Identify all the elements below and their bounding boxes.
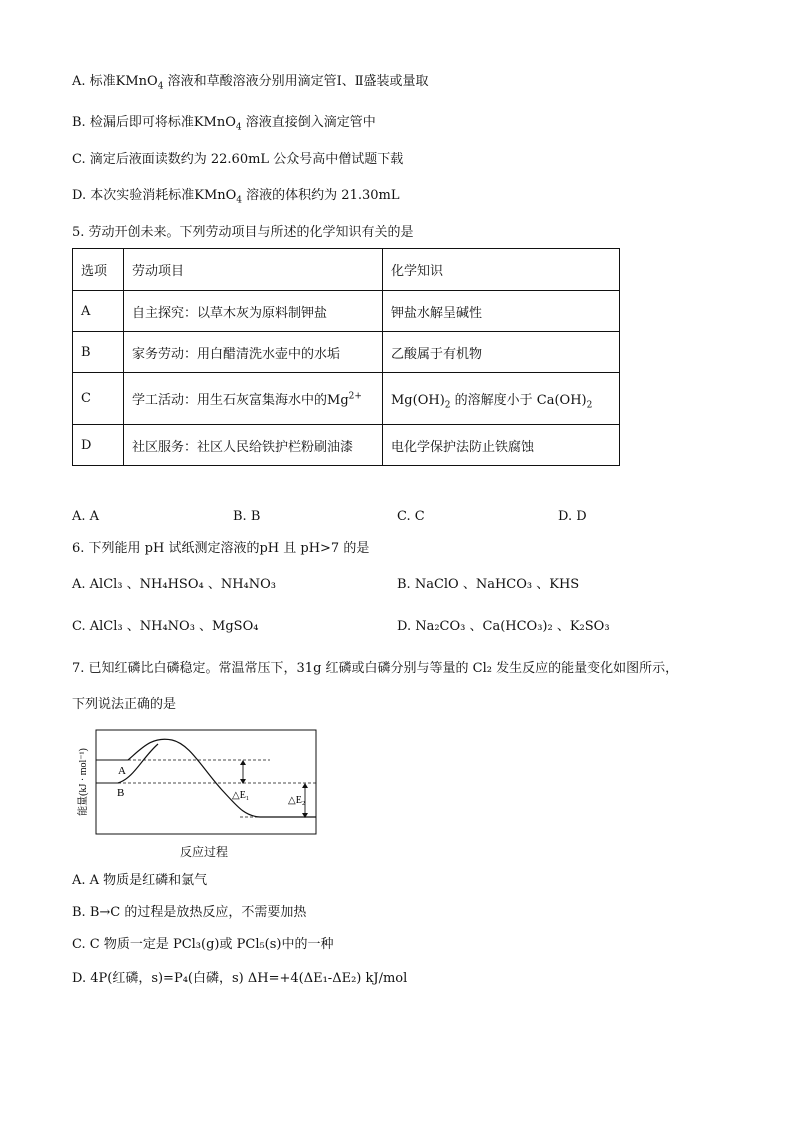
q7-option-b: B. B→C 的过程是放热反应，不需要加热: [72, 905, 307, 920]
table-cell-option: A: [73, 291, 124, 332]
q4-option-b-post: 溶液直接倒入滴定管中: [241, 115, 376, 130]
q4-option-d-formula: KMnO: [194, 188, 237, 203]
table-row: [73, 249, 620, 291]
table-cell-knowledge: [383, 373, 620, 425]
diagram-xlabel: 反应过程: [180, 845, 229, 859]
q4-option-b: [72, 114, 376, 132]
curve-from-b: [118, 744, 158, 783]
q6-option-c: C. AlCl₃ 、NH₄NO₃ 、MgSO₄: [72, 619, 259, 634]
q6-option-b: B. NaClO 、NaHCO₃ 、KHS: [397, 577, 580, 592]
mgoh2-formula: Mg(OH): [391, 393, 445, 408]
knowledge-mid-text: 的溶解度小于: [450, 393, 537, 408]
caoh2-formula: Ca(OH): [536, 393, 587, 408]
q5-choice-d: D. D: [558, 509, 587, 524]
mg-charge: 2+: [348, 391, 362, 402]
e1-arrow-head-top: [240, 760, 246, 765]
table-header-knowledge: 化学知识: [383, 249, 620, 291]
e2-arrow-head-top: [302, 783, 308, 788]
label-e2: △E₂: [288, 795, 306, 806]
q5-choice-c: C. C: [397, 509, 425, 524]
table-row: [73, 425, 620, 466]
q4-option-a-pre: A. 标准: [72, 74, 116, 89]
energy-diagram: [72, 728, 322, 840]
q6-option-d: D. Na₂CO₃ 、Ca(HCO₃)₂ 、K₂SO₃: [397, 619, 610, 634]
q4-option-b-formula: KMnO: [193, 115, 236, 130]
q5-table: [72, 248, 620, 466]
q4-option-b-pre: B. 检漏后即可将标准: [72, 115, 194, 130]
q6-stem: 6. 下列能用 pH 试纸测定溶液的pH 且 pH>7 的是: [72, 541, 370, 556]
mg-formula: Mg: [327, 393, 349, 408]
table-row: [73, 332, 620, 373]
q7-option-c: C. C 物质一定是 PCl₃(g)或 PCl₅(s)中的一种: [72, 937, 334, 952]
table-cell-option: C: [73, 373, 124, 425]
q5-choice-b: B. B: [233, 509, 261, 524]
table-cell-option: B: [73, 332, 124, 373]
q7-option-d: D. 4P(红磷，s)=P₄(白磷，s) ΔH=+4(ΔE₁-ΔE₂) kJ/mol: [72, 971, 408, 986]
caoh2-sub: 2: [586, 400, 593, 411]
q4-option-a-formula: KMnO: [115, 74, 158, 89]
table-row: [73, 291, 620, 332]
table-cell-item: 社区服务：社区人民给铁护栏粉刷油漆: [124, 425, 383, 466]
table-header-item: 劳动项目: [124, 249, 383, 291]
q4-option-d-post: 溶液的体积约为 21.30mL: [242, 188, 400, 203]
label-a: A: [118, 765, 126, 777]
table-cell-knowledge: 电化学保护法防止铁腐蚀: [383, 425, 620, 466]
q4-option-a-sub: 4: [157, 81, 164, 92]
q6-option-a: A. AlCl₃ 、NH₄HSO₄ 、NH₄NO₃: [72, 577, 276, 592]
q4-option-d-sub: 4: [236, 195, 243, 206]
q7-stem-line2: 下列说法正确的是: [72, 697, 177, 712]
table-cell-item: 家务劳动：用白醋清洗水壶中的水垢: [124, 332, 383, 373]
q4-option-b-sub: 4: [235, 122, 242, 133]
table-row: [73, 373, 620, 425]
table-cell-knowledge: 钾盐水解呈碱性: [383, 291, 620, 332]
q4-option-d: [72, 187, 399, 205]
diagram-ylabel: 能量(kJ · mol⁻¹): [78, 748, 89, 816]
q7-option-a: A. A 物质是红磷和氯气: [72, 873, 208, 888]
label-b: B: [117, 787, 125, 799]
table-header-option: 选项: [73, 249, 124, 291]
q7-stem-line1: 7. 已知红磷比白磷稳定。常温常压下，31g 红磷或白磷分别与等量的 Cl₂ 发生反应的能量变化如图所示，: [72, 661, 679, 676]
table-cell-knowledge: 乙酸属于有机物: [383, 332, 620, 373]
q5-choice-a: A. A: [72, 509, 100, 524]
table-cell-item: [124, 373, 383, 425]
table-cell-item-text: 学工活动：用生石灰富集海水中的: [132, 393, 328, 408]
q5-stem: 5. 劳动开创未来。下列劳动项目与所述的化学知识有关的是: [72, 225, 414, 240]
q4-option-c: C. 滴定后液面读数约为 22.60mL 公众号高中僧试题下载: [72, 152, 404, 167]
label-e1: △E₁: [232, 790, 250, 801]
q4-option-d-pre: D. 本次实验消耗标准: [72, 188, 195, 203]
table-cell-item: 自主探究：以草木灰为原料制钾盐: [124, 291, 383, 332]
diagram-frame: [96, 730, 316, 834]
q4-option-a: [72, 73, 429, 91]
q4-option-a-post: 溶液和草酸溶液分别用滴定管Ⅰ、Ⅱ盛装或量取: [163, 74, 429, 89]
table-cell-option: D: [73, 425, 124, 466]
mgoh2-sub: 2: [444, 400, 451, 411]
